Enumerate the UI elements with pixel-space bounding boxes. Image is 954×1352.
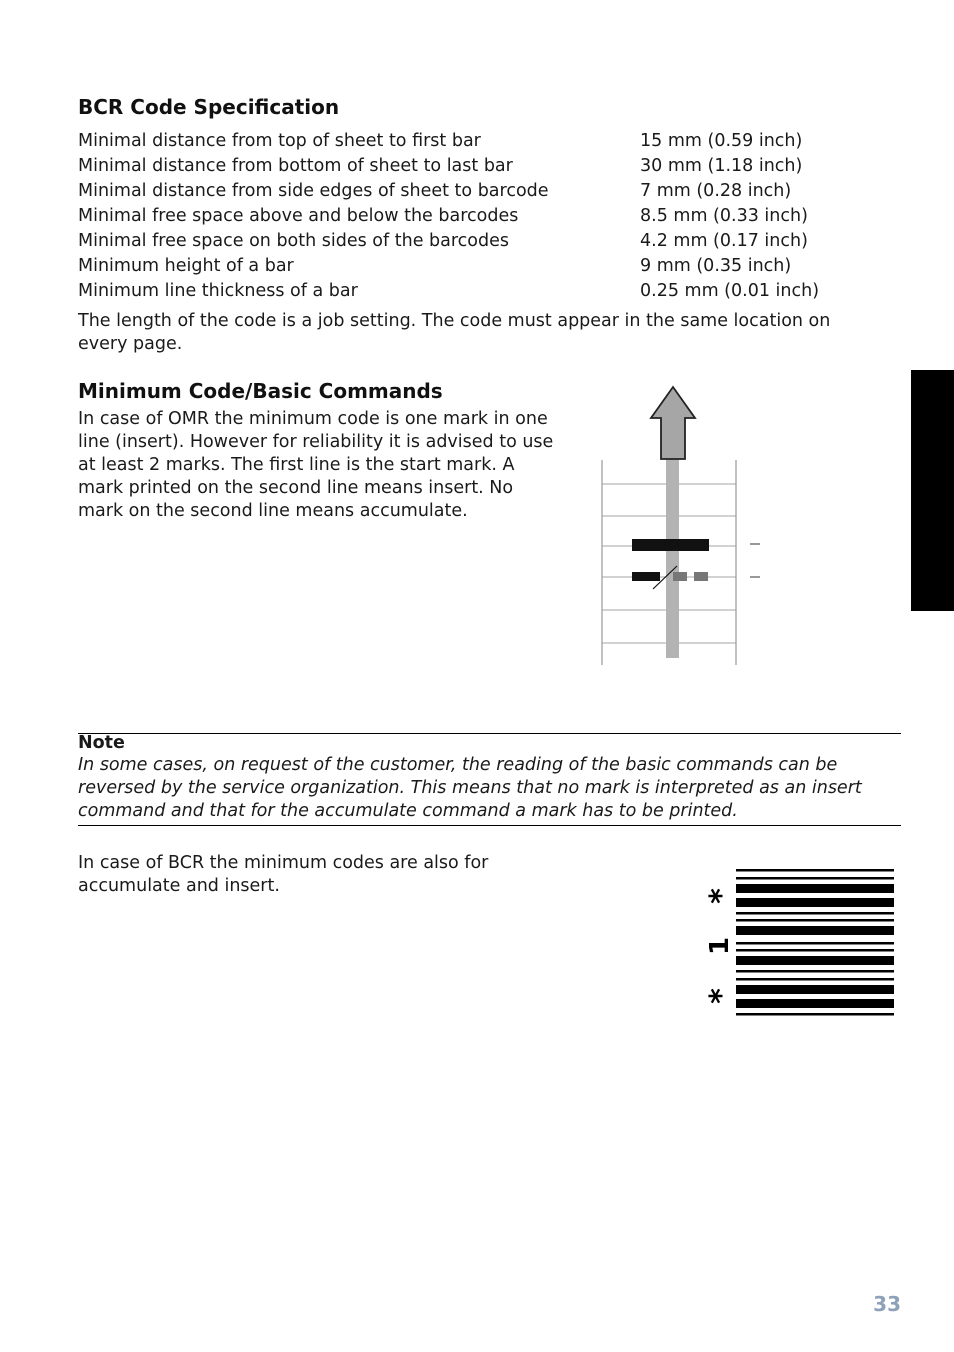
spec-value: 7 mm (0.28 inch): [640, 181, 792, 201]
note-title: Note: [78, 733, 125, 753]
spec-label: Minimum line thickness of a bar: [78, 281, 358, 301]
spec-label: Minimal distance from top of sheet to first bar: [78, 131, 481, 151]
barcode-glyph: *: [704, 888, 739, 904]
barcode-glyph: 1: [705, 936, 735, 956]
minimum-code-heading: Minimum Code/Basic Commands: [78, 379, 443, 403]
barcode-glyph: *: [704, 988, 739, 1004]
feed-direction-arrow-icon: [651, 387, 695, 459]
spec-row: [78, 279, 898, 304]
reading-track: [666, 458, 679, 658]
spec-label: Minimum height of a bar: [78, 256, 294, 276]
omr-marks-diagram: [595, 380, 775, 670]
spec-label: Minimal free space on both sides of the barcodes: [78, 231, 509, 251]
code-length-paragraph: The length of the code is a job setting. The code must appear in the same location on every page.: [78, 311, 831, 354]
spec-row: [78, 204, 898, 229]
bcr-spec-heading: BCR Code Specification: [78, 95, 340, 119]
bcr-minimum-code-paragraph: In case of BCR the minimum codes are also for accumulate and insert.: [78, 853, 489, 896]
bcr-barcode-illustration: [700, 860, 905, 1030]
spec-value: 30 mm (1.18 inch): [640, 156, 803, 176]
page-number: 33: [873, 1292, 901, 1316]
spec-row: [78, 129, 898, 154]
note-top-rule: [78, 733, 901, 734]
omr-minimum-code-paragraph: In case of OMR the minimum code is one mark in one line (insert). However for reliability it is advised to use at least 2 marks. The first line is the start mark. A mark printed on the second line means insert. No mark on the second line means accumulate.: [78, 409, 554, 521]
spec-label: Minimal distance from side edges of sheet to barcode: [78, 181, 549, 201]
spec-label: Minimal distance from bottom of sheet to last bar: [78, 156, 513, 176]
note-bottom-rule: [78, 825, 901, 826]
insert-mark-dashed: [694, 572, 708, 581]
spec-row: [78, 179, 898, 204]
spec-row: [78, 229, 898, 254]
barcode-bars: [736, 869, 894, 1016]
spec-value: 9 mm (0.35 inch): [640, 256, 792, 276]
spec-value: 15 mm (0.59 inch): [640, 131, 803, 151]
spec-value: 0.25 mm (0.01 inch): [640, 281, 820, 301]
note-text: In some cases, on request of the customer, the reading of the basic commands can be reversed by the service organization. This means that no mark is interpreted as an insert command and that for the accumulate command a mark has to be printed.: [78, 755, 862, 821]
section-tab-marker: [911, 370, 954, 611]
spec-label: Minimal free space above and below the barcodes: [78, 206, 519, 226]
spec-row: [78, 254, 898, 279]
insert-mark-dashed: [673, 572, 687, 581]
spec-value: 8.5 mm (0.33 inch): [640, 206, 808, 226]
start-mark: [632, 539, 709, 551]
spec-value: 4.2 mm (0.17 inch): [640, 231, 808, 251]
spec-row: [78, 154, 898, 179]
insert-mark: [632, 572, 660, 581]
